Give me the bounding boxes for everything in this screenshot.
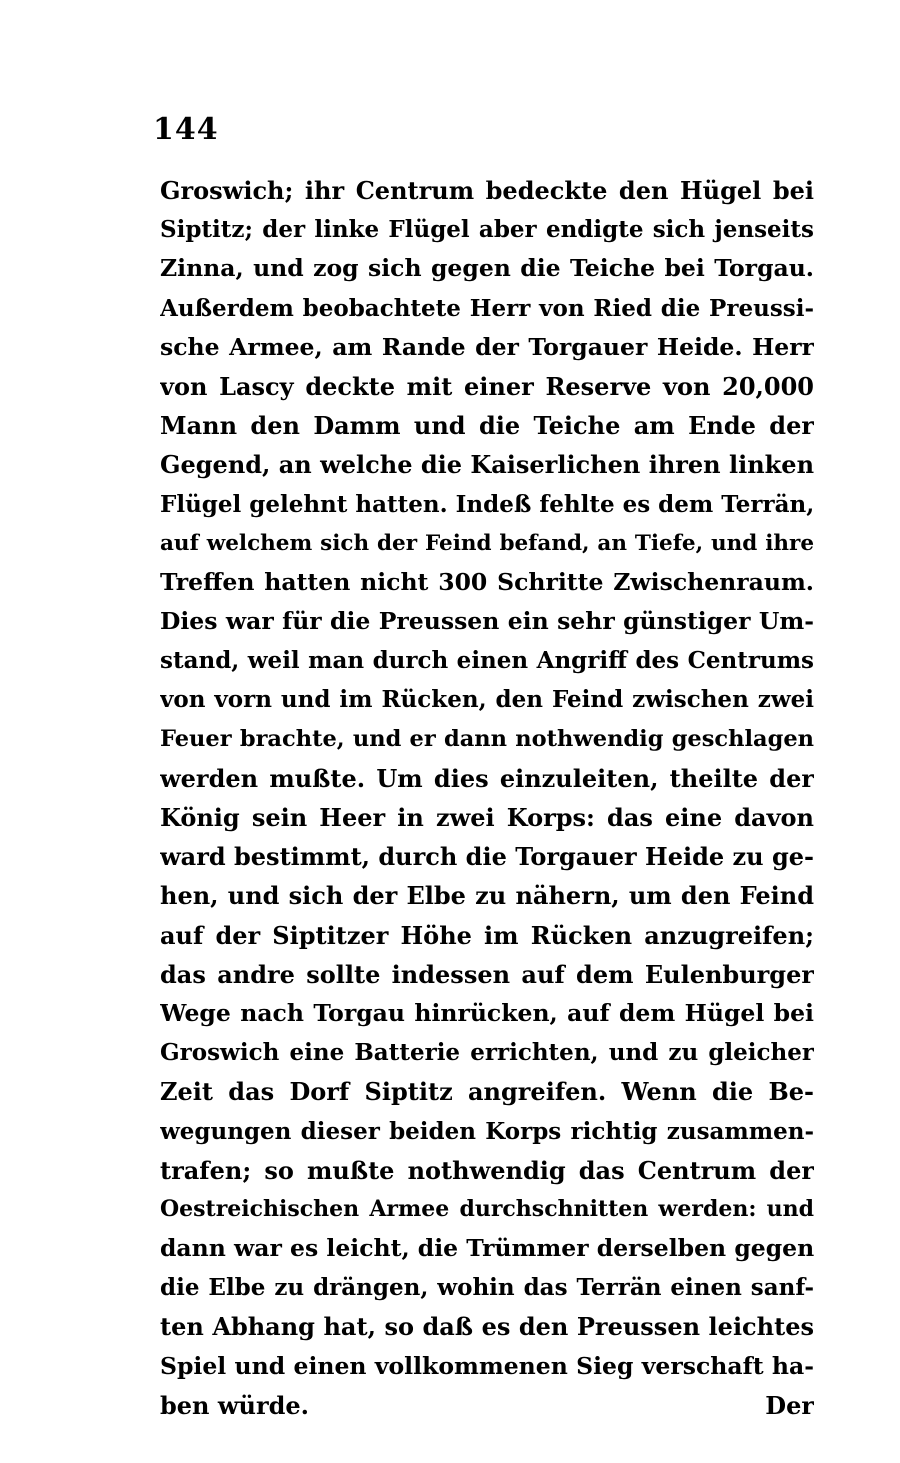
text-line: stand, weil man durch einen Angriff des Centrums — [160, 647, 814, 675]
text-line: Außerdem beobachtete Herr von Ried die Preussi- — [160, 294, 814, 322]
text-line: Flügel gelehnt hatten. Indeß fehlte es dem Terrän, — [160, 490, 814, 518]
text-line: Treffen hatten nicht 300 Schritte Zwischenraum. — [160, 567, 814, 596]
catchword: Der — [765, 1390, 814, 1420]
text-line: das andre sollte indessen auf dem Eulenburger — [160, 959, 814, 989]
final-line — [160, 1386, 814, 1425]
text-line: auf welchem sich der Feind befand, an Tiefe, und ihre — [160, 530, 814, 556]
text-line: Zeit das Dorf Siptitz angreifen. Wenn die Be- — [160, 1077, 814, 1107]
text-line: von Lascy deckte mit einer Reserve von 20,000 — [160, 371, 814, 401]
text-line: Spiel und einen vollkommenen Sieg verschaft ha- — [160, 1351, 814, 1380]
text-line: Wege nach Torgau hinrücken, auf dem Hügel bei — [160, 998, 814, 1027]
text-line: von vorn und im Rücken, den Feind zwischen zwei — [160, 686, 814, 714]
text-line: Groswich; ihr Centrum bedeckte den Hügel bei — [160, 176, 814, 205]
page-number: 144 — [153, 112, 219, 147]
text-line: König sein Heer in zwei Korps: das eine davon — [160, 803, 814, 832]
text-line: ward bestimmt, durch die Torgauer Heide zu ge- — [160, 842, 814, 872]
text-line: die Elbe zu drängen, wohin das Terrän einen sanf- — [160, 1274, 814, 1302]
text-line: sche Armee, am Rande der Torgauer Heide. Herr — [160, 332, 814, 361]
text-line: Zinna, und zog sich gegen die Teiche bei Torgau. — [160, 254, 814, 283]
final-line-text: ben würde. — [160, 1390, 310, 1420]
text-line: ten Abhang hat, so daß es den Preussen leichtes — [160, 1312, 814, 1342]
text-line: Feuer brachte, und er dann nothwendig geschlagen — [160, 725, 814, 752]
text-line: Siptitz; der linke Flügel aber endigte sich jenseits — [160, 216, 814, 244]
text-line: hen, und sich der Elbe zu nähern, um den Feind — [160, 881, 814, 911]
text-line: Mann den Damm und die Teiche am Ende der — [160, 411, 814, 441]
text-line: Oestreichischen Armee durchschnitten werden: und — [160, 1195, 814, 1222]
text-line: Gegend, an welche die Kaiserlichen ihren linken — [160, 450, 814, 480]
text-line: werden mußte. Um dies einzuleiten, theilte der — [160, 763, 814, 793]
text-line: trafen; so mußte nothwendig das Centrum der — [160, 1155, 814, 1185]
text-line: auf der Siptitzer Höhe im Rücken anzugreifen; — [160, 920, 814, 950]
text-line: Groswich eine Batterie errichten, und zu gleicher — [160, 1039, 814, 1067]
text-line: Dies war für die Preussen ein sehr günstiger Um- — [160, 607, 814, 636]
body-text — [160, 171, 814, 1425]
text-line: dann war es leicht, die Trümmer derselben gegen — [160, 1234, 814, 1263]
text-line: wegungen dieser beiden Korps richtig zusammen- — [160, 1117, 814, 1145]
